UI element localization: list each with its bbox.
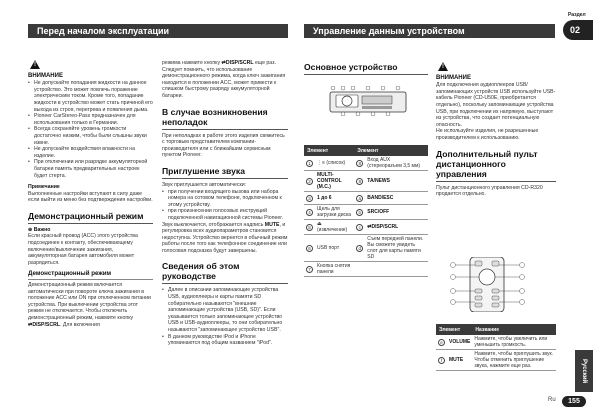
page-number: 155 — [562, 396, 586, 407]
column-header: Элемент — [304, 145, 354, 156]
list-icon: ⋮≡ — [317, 160, 327, 166]
note-text: Выполненные настройки вступают в силу даже если выйти из меню без подтверждения настройки. — [28, 190, 153, 204]
troubleshooting-text: При неполадках в работе этого изделия свяжитесь с торговым представителем компании-производителя или с ближайшим сервисным пунктом Pioneer. — [162, 132, 285, 159]
remote-table-wrap — [436, 324, 556, 371]
usb-warning-text-2: Не используйте изделия, не разрешенные производителем к использованию. — [436, 128, 539, 141]
manual-info-list — [162, 287, 288, 346]
disp-icon: ⇄ — [367, 224, 372, 230]
mute-heading: Приглушение звука — [162, 166, 288, 179]
table-row: 3 1 до 6 a BAND/ESC — [304, 192, 428, 205]
head-unit-column — [304, 62, 428, 78]
warning-list — [28, 80, 153, 179]
remote-text: Пульт дистанционного управления CD-R320 продается отдельно. — [436, 184, 543, 198]
table-row: 6 USB порт d Съем передней панели. Вы сможете увидеть слот для карты памяти SD — [304, 235, 428, 262]
manual-info-item: • В данном руководстве iPod и iPhone упоминаются под общим названием "iPod". — [162, 334, 288, 347]
mute-list — [162, 189, 288, 222]
section-number-badge: 02 — [563, 20, 593, 40]
warning-title: ВНИМАНИЕ — [28, 72, 63, 79]
right-column — [436, 62, 556, 198]
left-page-header: Перед началом эксплуатации — [28, 24, 288, 38]
manual-info-heading: Сведения об этом руководстве — [162, 261, 288, 284]
warning-icon — [438, 62, 448, 71]
remote-control-illustration — [450, 257, 525, 312]
column-header: Элемент — [436, 324, 472, 335]
disp-scrl-button-ref: ⇄DISP/SCRL — [28, 321, 61, 328]
table-row: 5 ⏏ (извлечение) c ⇄DISP/SCRL — [304, 220, 428, 235]
column-header: Название — [472, 324, 556, 335]
table-row: f MUTE Нажмите, чтобы приглушить звук. Чтобы отменить приглушение звука, нажмите еще раз. — [436, 350, 556, 371]
mute-intro: Звук приглушается автоматически: — [162, 181, 247, 188]
important-title: ⊕ Важно — [28, 226, 51, 233]
important-text: Если красный провод (ACC) этого устройства подсоединен к контакту, обеспечивающему включение/выключение зажигания, аккумуляторная батарея автомобиля может разрядиться. — [28, 233, 138, 266]
head-unit-element-table — [304, 145, 428, 277]
middle-column — [162, 60, 288, 347]
troubleshooting-heading: В случае возникновения неполадок — [162, 107, 288, 130]
eject-icon: ⏏ — [317, 221, 322, 227]
note-title: Примечание — [28, 184, 60, 191]
demo-mode-text: Демонстрационный режим включается автоматически при повороте ключа зажигания в положение ACC или ON при отключенном питании устройства. При выключении устройства этот режим не отключается. Чтобы отключить демонстрационный режим, нажмите кнопку ⇄DISP/SCRL. Для включения — [28, 282, 151, 328]
column-header: Элемент — [354, 145, 428, 156]
demo-mode-heading: Демонстрационный режим — [28, 211, 153, 224]
table-row: 2 MULTI-CONTROL (M.C.) 9 TA/NEWS — [304, 171, 428, 192]
usb-warning-text: Для подключения аудиоплееров USB/запоминающих устройств USB используйте USB-кабель Pioneer (CD-U50E, приобретается отдельно), поскольку запоминающие устройства USB, при подключении их напрямую, выступают из устройства, что создает потенциальную опасность. — [436, 82, 556, 128]
remote-element-table — [436, 324, 556, 371]
warning-item: • Всегда сохраняйте уровень громкости достаточно низким, чтобы были слышны звуки извне. — [28, 126, 153, 146]
head-unit-table-wrap — [304, 145, 428, 277]
head-unit-illustration — [328, 86, 408, 116]
warning-item: • Не допускайте воздействия влажности на изделие. — [28, 146, 153, 159]
warning-icon — [30, 60, 40, 69]
section-label: Раздел — [568, 12, 586, 18]
mute-item: • при получении входящего вызова или набора номера на сотовом телефоне, подключенном к этому устройству. — [162, 189, 288, 209]
mute-item: • при произнесении голосовых инструкций подключенной навигационной системы Pioneer. — [162, 208, 288, 221]
disp-scrl-button-ref: ⇄DISP/SCRL — [221, 60, 254, 66]
warning-item: • Pioneer CarStereo-Pass предназначен для использования только в Германии. — [28, 113, 153, 126]
manual-info-item: • Далее в описании запоминающие устройства USB, аудиоплееры и карты памяти SD собирательно называются "внешние запоминающие устройства (USB, SD)". Если указывается только запоминающее устройство USB и USB-аудиоплееры, то они собирательно называются "запоминающее устройство USB". — [162, 287, 288, 333]
right-page-header: Управление данным устройством — [304, 24, 555, 38]
left-column — [28, 60, 153, 328]
table-row: 4 Щель для загрузки диска b SRC/OFF — [304, 205, 428, 220]
remote-heading: Дополнительный пульт дистанционного управления — [436, 149, 556, 182]
demo-mode-subheading: Демонстрационный режим — [28, 271, 153, 280]
table-row: 1 ⋮≡ (список) 8 Вход AUX (стереоразъем 3,5 мм) — [304, 156, 428, 171]
table-row: e VOLUME Нажмите, чтобы увеличить или уменьшить громкость. — [436, 335, 556, 350]
language-code: Ru — [548, 397, 556, 403]
warning-title: ВНИМАНИЕ — [436, 74, 471, 81]
mute-text: Звук выключается, отображается надпись MUTE, и регулировка всех аудиопараметров становится недоступна. Устройство вернется в обычный режим работы после того как телефонное соединение или голосовая подсказка будут завершены. — [162, 221, 288, 254]
head-unit-heading: Основное устройство — [304, 62, 428, 75]
table-row: 7 Кнопка снятия панели — [304, 262, 428, 277]
demo-continued-text: режима нажмите кнопку ⇄DISP/SCRL еще раз. Следует помнить, что использование демонстрационного режима, когда ключ зажигания находится в положении ACC, может привести к слишком быстрому разряду аккумуляторной батареи. — [162, 60, 286, 99]
language-tab: Русский — [575, 350, 593, 392]
important-icon: ⊕ — [28, 226, 34, 233]
warning-item: • Не допускайте попадания жидкости на данное устройство. Это может повлечь поражение электрическим током. Кроме того, попадание жидкости в устройство может стать причиной его выхода из строя, перегрева и появления дыма. — [28, 80, 153, 113]
warning-item: • При отключении или разрядке аккумуляторной батареи память предварительных настроек будет стерта. — [28, 159, 153, 179]
